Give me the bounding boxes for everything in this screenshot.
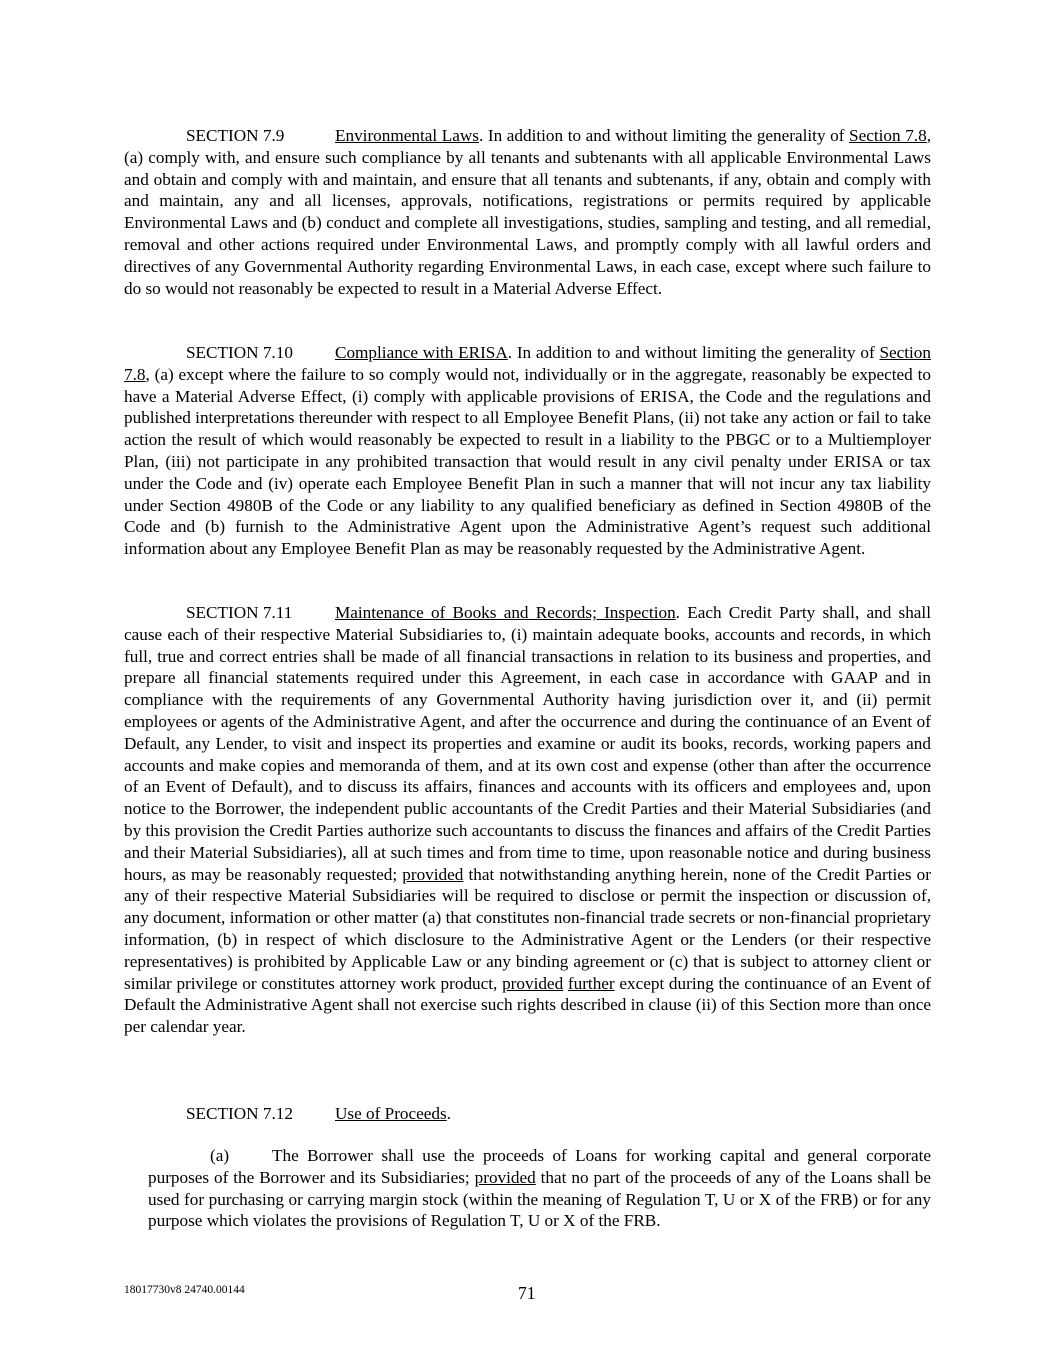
provided-term: provided (402, 864, 464, 884)
section-title: Environmental Laws (335, 126, 479, 145)
section-number: SECTION 7.10 (186, 343, 293, 362)
document-id: 18017730v8 24740.00144 (124, 1284, 245, 1296)
section-text: that notwithstanding anything herein, none of the Credit Parties or any of their respective Material Subsidiaries will be required to disclose or permit the inspection or discussion of, any document, information or other matter (a) that constitutes non-financial trade secrets or non-financial proprietary information, (b) in respect of which disclosure to the Administrative Agent or the Lenders (or their respective representatives) is prohibited by Applicable Law or any binding agreement or (c) that is subject to attorney client or similar privilege or constitutes attorney work product, (124, 864, 931, 993)
section-title: Compliance with ERISA (335, 343, 508, 362)
subsection-text: that no part of the proceeds of any of the Loans shall be used for purchasing or carrying margin stock (within the meaning of Regulation T, U or X of the FRB) or for any purpose which violates the provisions of Regulation T, U or X of the FRB. (148, 1167, 931, 1231)
section-number: SECTION 7.9 (186, 126, 285, 145)
provided-term: provided (474, 1167, 536, 1187)
section-title: Maintenance of Books and Records; Inspection (335, 603, 676, 622)
further-term: further (567, 973, 615, 993)
subsection-a (148, 1145, 931, 1232)
section-7-9 (124, 125, 931, 299)
section-number: SECTION 7.11 (186, 603, 293, 622)
section-text: except during the continuance of an Event of Default the Administrative Agent shall not exercise such rights described in clause (ii) of this Section more than once per calendar year. (124, 973, 932, 1037)
section-text: . (446, 1104, 451, 1123)
section-title: Use of Proceeds (335, 1104, 447, 1123)
section-text: . In addition to and without limiting the generality of (478, 126, 850, 145)
section-text: , (a) except where the failure to so comply would not, individually or in the aggregate, reasonably be expected to have a Material Adverse Effect, (i) comply with applicable provisions of ERISA, the Code and the regulations and published interpretations thereunder with respect to all Employee Benefit Plans, (ii) not take any action or fail to take action the result of which would reasonably be expected to result in a liability to the PBGC or to a Multiemployer Plan, (iii) not participate in any prohibited transaction that would result in any civil penalty under ERISA or tax under the Code and (iv) operate each Employee Benefit Plan in such a manner that will not incur any tax liability under Section 4980B of the Code or any liability to any qualified beneficiary as defined in Section 4980B of the Code and (b) furnish to the Administrative Agent upon the Administrative Agent’s request such additional information about any Employee Benefit Plan as may be reasonably requested by the Administrative Agent. (124, 364, 931, 559)
subsection-label: (a) (210, 1146, 230, 1165)
subsection-text: The Borrower shall use the proceeds of Loans for working capital and general corporate purposes of the Borrower and its Subsidiaries; (148, 1146, 931, 1187)
section-7-12 (124, 1103, 931, 1125)
section-number: SECTION 7.12 (186, 1104, 293, 1123)
provided-term: provided (502, 973, 564, 993)
section-reference: Section 7.8 (849, 126, 927, 145)
section-text: , (a) comply with, and ensure such compliance by all tenants and subtenants with all applicable Environmental Laws and obtain and comply with and maintain, and ensure that all tenants and subtenants, if any, obtain and comply with and maintain, any and all licenses, approvals, notifications, registrations or permits required by applicable Environmental Laws and (b) conduct and complete all investigations, studies, sampling and testing, and all remedial, removal and other actions required under Environmental Laws, and promptly comply with all lawful orders and directives of any Governmental Authority regarding Environmental Laws, in each case, except where such failure to do so would not reasonably be expected to result in a Material Adverse Effect. (124, 126, 931, 298)
section-text: . Each Credit Party shall, and shall cause each of their respective Material Subsidiaries to, (i) maintain adequate books, accounts and records, in which full, true and correct entries shall be made of all financial transactions in relation to its business and properties, and prepare all financial statements required under this Agreement, in each case in accordance with GAAP and in compliance with the requirements of any Governmental Authority having jurisdiction over it, and (ii) permit employees or agents of the Administrative Agent, and after the occurrence and during the continuance of an Event of Default, any Lender, to visit and inspect its properties and examine or audit its books, records, working papers and accounts and make copies and memoranda of them, and at its own cost and expense (other than after the occurrence of an Event of Default), and to discuss its affairs, finances and accounts with its officers and employees and, upon notice to the Borrower, the independent public accountants of the Credit Parties and their Material Subsidiaries (and by this provision the Credit Parties authorize such accountants to discuss the finances and affairs of the Credit Parties and their Material Subsidiaries), all at such times and from time to time, upon reasonable notice and during business hours, as may be reasonably requested; (124, 603, 931, 884)
section-text: . In addition to and without limiting the generality of (507, 343, 880, 362)
page-number: 71 (518, 1283, 536, 1303)
section-reference: Section 7.8 (124, 343, 931, 384)
section-7-11 (124, 602, 931, 1038)
section-7-10 (124, 342, 931, 560)
